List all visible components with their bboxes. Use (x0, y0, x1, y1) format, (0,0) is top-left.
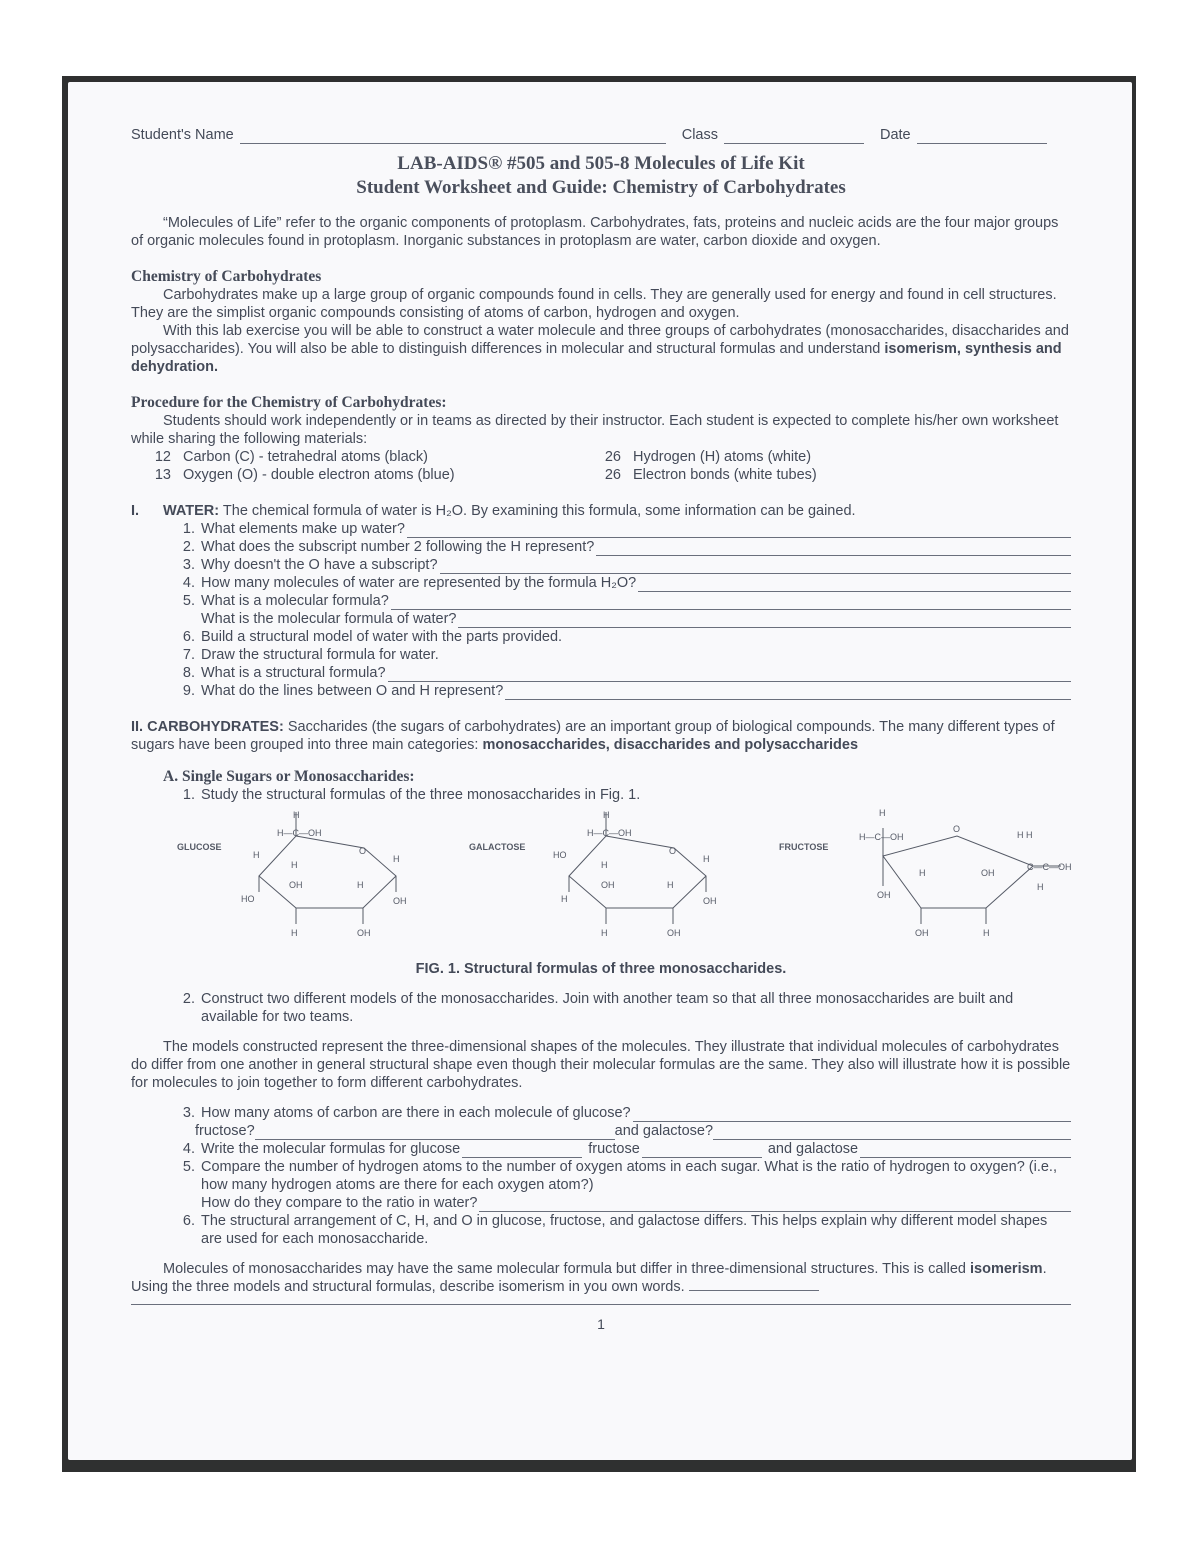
svg-text:H: H (253, 850, 260, 860)
answer-line[interactable] (407, 524, 1071, 538)
svg-text:H H: H H (1017, 830, 1033, 840)
glucose-atoms (241, 810, 407, 938)
svg-text:H: H (879, 808, 886, 818)
monosaccharide-figure (131, 808, 1071, 958)
monosaccharides-heading: A. Single Sugars or Monosaccharides: (163, 768, 415, 785)
question-number: 8. (182, 665, 195, 681)
question-text: Compare the number of hydrogen atoms to the number of oxygen atoms in each sugar. What is the ratio of hydrogen to oxygen? (i.e., how many hydrogen atoms are there for each oxygen atom?) (201, 1159, 1057, 1193)
question-text: How many atoms of carbon are there in each molecule of glucose? (201, 1105, 631, 1121)
water-numeral: I. (131, 503, 140, 519)
answer-line[interactable] (596, 542, 1071, 556)
question-row (131, 520, 1071, 538)
answer-line[interactable] (860, 1144, 1071, 1158)
svg-text:OH: OH (357, 928, 371, 938)
svg-text:OH: OH (601, 880, 615, 890)
svg-text:H: H (561, 894, 568, 904)
svg-text:O: O (359, 846, 367, 856)
models-paragraph: The models constructed represent the three-dimensional shapes of the molecules. They illustrate that individual molecules of carbohydrates do differ from one another in general structural shape even though their molecular formulas are the same. They also will illustrate how it is possible for molecules to join together to form different carbohydrates. (131, 1039, 1071, 1091)
procedure-text: Students should work independently or in teams as directed by their instructor. Each student is expected to complete his/her own worksheet while sharing the following materials: (131, 413, 1059, 447)
answer-line[interactable] (388, 668, 1071, 682)
question-text: fructose? (195, 1123, 255, 1139)
student-name-field[interactable] (240, 129, 666, 144)
answer-line[interactable] (131, 1304, 1071, 1305)
question-row (131, 1140, 1071, 1158)
material-qty: 12 (154, 449, 171, 465)
chemistry-p2-text: With this lab exercise you will be able to construct a water molecule and three groups of carbohydrates (monosaccharides, disaccharides and polysaccharides). You will also be able to distinguish differences in molecular and structural formulas and understand (131, 323, 1069, 357)
student-name-label: Student's Name (131, 127, 234, 143)
chemistry-p2-bold: isomerism, synthesis and dehydration. (131, 341, 1062, 375)
water-intro (131, 502, 1071, 520)
svg-text:OH: OH (703, 896, 717, 906)
figure-caption: FIG. 1. Structural formulas of three monosaccharides. (415, 961, 787, 977)
galactose-label: GALACTOSE (469, 842, 526, 852)
question-row (131, 646, 1071, 664)
material-qty: 13 (154, 467, 171, 483)
material-qty: 26 (604, 449, 621, 465)
intro-paragraph: “Molecules of Life” refer to the organic components of protoplasm. Carbohydrates, fats, proteins and nucleic acids are the four major groups of organic molecules found in protoplasm. Inorganic substances in protoplasm are water, carbon dioxide and oxygen. (131, 215, 1059, 249)
answer-line[interactable] (689, 1278, 819, 1291)
answer-line[interactable] (440, 560, 1071, 574)
question-row (131, 556, 1071, 574)
class-field[interactable] (724, 129, 864, 144)
question-row (131, 628, 1071, 646)
water-section (131, 502, 1071, 700)
chemistry-paragraph-1: Carbohydrates make up a large group of organic compounds found in cells. They are generally used for energy and found in cell structures. They are the simplist organic compounds consisting of atoms of carbon, hydrogen and oxygen. (131, 287, 1057, 321)
question-row (131, 1158, 1071, 1194)
svg-text:H: H (393, 854, 400, 864)
question-number: 7. (182, 647, 195, 663)
answer-line[interactable] (458, 614, 1071, 628)
question-text: How do they compare to the ratio in water? (201, 1195, 478, 1211)
svg-text:H: H (667, 880, 674, 890)
chemistry-heading: Chemistry of Carbohydrates (131, 268, 322, 285)
isomer-text-a: Molecules of monosaccharides may have the same molecular formula but differ in three-dimensional structures. This is called (163, 1261, 966, 1277)
svg-text:H: H (291, 860, 298, 870)
question-text: Why doesn't the O have a subscript? (201, 557, 438, 573)
structural-formulas-diagram (131, 808, 1071, 958)
water-label: WATER: (163, 503, 220, 519)
fructose-ring (883, 828, 1061, 924)
question-text: What does the subscript number 2 following the H represent? (201, 539, 595, 555)
question-row (131, 786, 1071, 804)
galactose-atoms (553, 810, 717, 938)
svg-text:H: H (601, 860, 608, 870)
svg-text:H—C—OH: H—C—OH (859, 832, 904, 842)
fructose-label: FRUCTOSE (779, 842, 829, 852)
svg-text:HO: HO (553, 850, 567, 860)
question-number: 1. (182, 521, 195, 537)
glucose-label: GLUCOSE (177, 842, 222, 852)
material-item: Hydrogen (H) atoms (white) (633, 449, 812, 465)
date-field[interactable] (917, 129, 1047, 144)
svg-text:H: H (357, 880, 364, 890)
material-item: Oxygen (O) - double electron atoms (blue) (183, 467, 455, 483)
question-row (131, 990, 1071, 1026)
answer-line[interactable] (633, 1108, 1071, 1122)
carbs-numeral: II. (131, 719, 144, 735)
answer-line[interactable] (391, 596, 1071, 610)
svg-text:OH: OH (877, 890, 891, 900)
question-text: What is a molecular formula? (201, 593, 389, 609)
svg-text:OH: OH (667, 928, 681, 938)
materials-list (143, 448, 1071, 484)
question-text: What is a structural formula? (201, 665, 386, 681)
question-row (131, 1104, 1071, 1122)
question-row (131, 1194, 1071, 1212)
svg-text:OH: OH (289, 880, 303, 890)
svg-text:H: H (1037, 882, 1044, 892)
question-row (195, 1122, 1071, 1140)
svg-text:H: H (603, 810, 610, 820)
water-intro-text: The chemical formula of water is H₂O. By examining this formula, some information can be gained. (222, 503, 856, 519)
question-text: and galactose (767, 1141, 859, 1157)
question-text: Draw the structural formula for water. (201, 647, 439, 663)
question-row (131, 1212, 1071, 1248)
svg-text:H: H (919, 868, 926, 878)
chemistry-section (131, 268, 1071, 376)
svg-text:O: O (669, 846, 677, 856)
svg-text:OH: OH (981, 868, 995, 878)
question-text: Build a structural model of water with the parts provided. (201, 629, 563, 645)
question-text: What elements make up water? (201, 521, 405, 537)
question-text: How many molecules of water are represented by the formula H₂O? (201, 575, 637, 591)
question-text: fructose (588, 1141, 640, 1157)
procedure-heading: Procedure for the Chemistry of Carbohydrates: (131, 394, 447, 411)
question-text: Construct two different models of the monosaccharides. Join with another team so that all three monosaccharides are built and available for two teams. (201, 991, 1014, 1025)
question-text: and galactose? (614, 1123, 714, 1139)
svg-text:OH: OH (915, 928, 929, 938)
isomer-bold: isomerism (970, 1261, 1043, 1277)
question-number: 1. (182, 787, 195, 803)
svg-text:H: H (703, 854, 710, 864)
material-item: Carbon (C) - tetrahedral atoms (black) (183, 449, 428, 465)
worksheet-content (131, 118, 1071, 1333)
svg-text:H: H (983, 928, 990, 938)
answer-line[interactable] (713, 1126, 1071, 1140)
question-row (131, 682, 1071, 700)
carbohydrates-section (131, 718, 1071, 1305)
worksheet-subtitle: Student Worksheet and Guide: Chemistry of Carbohydrates (356, 177, 846, 198)
question-text: Study the structural formulas of the three monosaccharides in Fig. 1. (201, 787, 641, 803)
svg-text:H: H (291, 928, 298, 938)
svg-text:O: O (953, 824, 961, 834)
question-number: 9. (182, 683, 195, 699)
question-text: What do the lines between O and H represent? (201, 683, 504, 699)
carbs-label: CARBOHYDRATES: (147, 719, 284, 735)
worksheet-title: LAB-AIDS® #505 and 505-8 Molecules of Life Kit (397, 153, 805, 174)
svg-text:H—C—OH: H—C—OH (587, 828, 632, 838)
answer-line[interactable] (505, 686, 1071, 700)
page-number: 1 (597, 1316, 605, 1332)
answer-line[interactable] (462, 1144, 582, 1158)
svg-text:HO: HO (241, 894, 255, 904)
procedure-section (131, 394, 1071, 484)
question-number: 2. (182, 991, 195, 1007)
svg-text:H—C—OH: H—C—OH (277, 828, 322, 838)
question-row (131, 610, 1071, 628)
question-number: 3. (182, 557, 195, 573)
svg-text:H: H (601, 928, 608, 938)
answer-line[interactable] (642, 1144, 762, 1158)
isomerism-paragraph (131, 1260, 1071, 1296)
fructose-atoms (859, 808, 1071, 938)
question-number: 6. (182, 1213, 195, 1229)
question-row (131, 592, 1071, 610)
carbs-intro-bold: monosaccharides, disaccharides and polysaccharides (482, 737, 859, 753)
question-number: 3. (182, 1105, 195, 1121)
svg-text:H: H (293, 810, 300, 820)
answer-line[interactable] (479, 1198, 1071, 1212)
chemistry-paragraph-2 (131, 322, 1071, 376)
question-number: 2. (182, 539, 195, 555)
answer-line[interactable] (638, 578, 1071, 592)
question-row (131, 664, 1071, 682)
class-label: Class (681, 127, 718, 143)
question-text: The structural arrangement of C, H, and O in glucose, fructose, and galactose differs. This helps explain why different model shapes are used for each monosaccharide. (201, 1213, 1048, 1247)
question-row (131, 574, 1071, 592)
carbs-intro-text: Saccharides (the sugars of carbohydrates) are an important group of biological compounds. The many different types of sugars have been grouped into three main categories: (131, 719, 1055, 753)
svg-text:C—C—OH: C—C—OH (1027, 862, 1071, 872)
student-info-row (131, 118, 1071, 144)
material-item: Electron bonds (white tubes) (633, 467, 817, 483)
question-text: What is the molecular formula of water? (201, 611, 457, 627)
question-row (131, 538, 1071, 556)
question-number: 6. (182, 629, 195, 645)
carbohydrates-intro (131, 718, 1071, 754)
question-number: 5. (182, 593, 195, 609)
answer-line[interactable] (255, 1126, 615, 1140)
isomer-text-b: . Using the three models and structural formulas, describe isomerism in you own words. (131, 1261, 1047, 1295)
material-qty: 26 (604, 467, 621, 483)
question-number: 4. (182, 575, 195, 591)
question-number: 5. (182, 1159, 195, 1175)
date-label: Date (879, 127, 911, 143)
question-text: Write the molecular formulas for glucose (201, 1141, 461, 1157)
svg-text:OH: OH (393, 896, 407, 906)
question-number: 4. (182, 1141, 195, 1157)
